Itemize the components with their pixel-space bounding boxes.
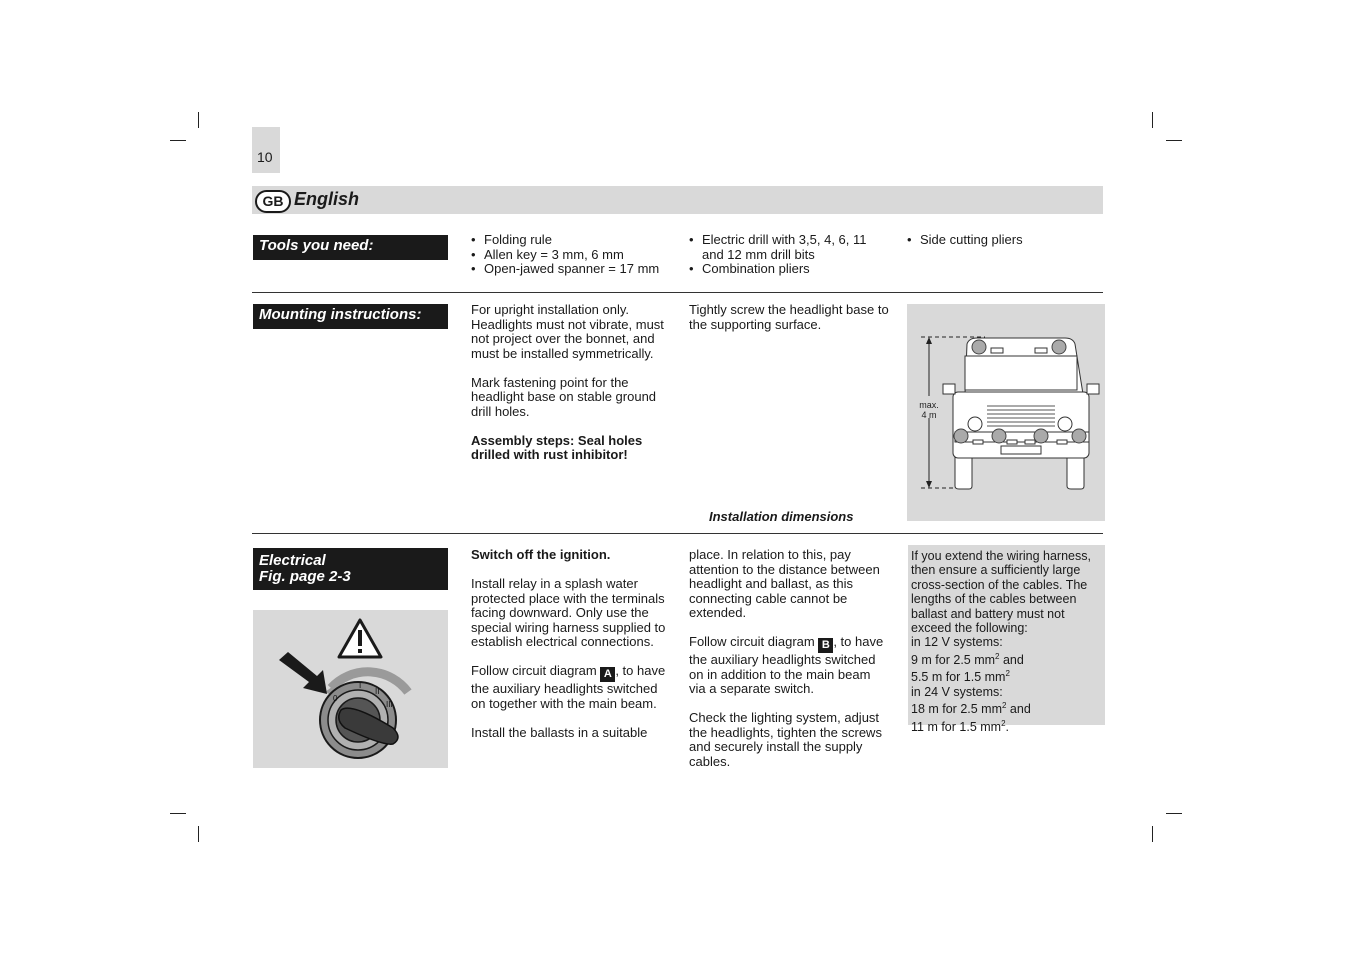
installation-figure [907,304,1105,521]
ignition-switch-icon [320,682,398,758]
electrical-paragraph: Follow circuit diagram A , to have the auxiliary headlights switched on together with the main beam. [471,663,666,711]
electrical-label [253,548,448,590]
mounting-label: Mounting instructions: [253,304,448,329]
electrical-label-line: Fig. page 2-3 [259,568,351,585]
tools-label: Tools you need: [253,235,448,260]
switch-mark: 0 [333,694,338,703]
electrical-text-col1 [471,548,671,740]
figure-caption: Installation dimensions [709,509,854,524]
crop-mark [170,140,186,141]
tool-list-item: • Open-jawed spanner = 17 mm [471,262,681,277]
crop-mark [1152,112,1153,128]
crop-mark [1166,140,1182,141]
tools-list-3 [907,233,1097,248]
mounting-warning: Assembly steps: Seal holes drilled with rust inhibitor! [471,432,643,462]
electrical-paragraph: Install the ballasts in a suitable [471,724,648,740]
mounting-paragraph: Tightly screw the headlight base to the supporting surface. [689,302,889,332]
dimension-label: 4 m [921,410,937,420]
diagram-badge-a: A [600,667,615,682]
tool-list-item: • Electric drill with 3,5, 4, 6, 11 and 12 mm drill bits [689,233,889,262]
diagram-badge-b: B [818,638,833,653]
crop-mark [170,813,186,814]
arrow-icon [279,652,327,694]
electrical-text-col2 [689,548,889,769]
page-number: 10 [257,149,273,165]
cable-note-text: If you extend the wiring harness, then ensure a sufficiently large cross-section of the cables. The lengths of the cables between ballast and battery must not exceed the following: in 12 V systems: 9 m for 2.5 $mm^2$ and 5.5 m for 1.5 $mm^2$ in 24 V systems: 18 m for 2.5 $mm^2$ and 11 m for 1.5 $mm^2$. [911,549,1091,735]
cable-note-box [908,545,1105,735]
ignition-figure [253,610,448,768]
section-divider [252,292,1103,293]
language-bar [252,186,1103,214]
tool-list-item: • Allen key = 3 mm, 6 mm [471,248,681,263]
electrical-heading: Switch off the ignition. [471,547,611,562]
switch-mark: II [375,687,380,696]
mounting-text-col2 [689,303,889,332]
tools-list-2 [689,233,889,277]
crop-mark [1166,813,1182,814]
electrical-paragraph: Follow circuit diagram B , to have the auxiliary headlights switched on in addition to the main beam via a separate switch. [689,634,884,696]
language-title: English [294,189,360,209]
electrical-label-line: Electrical [259,552,326,569]
vehicle-front-icon [907,304,1105,521]
mounting-paragraph: For upright installation only. Headlights must not vibrate, must not project over the bonnet, and must be installed symmetrically. [471,302,664,361]
dimension-label: max. [919,400,939,410]
electrical-paragraph: place. In relation to this, pay attention to the distance between headlight and ballast, as this connecting cable cannot be extended. [689,547,880,620]
tool-list-item: • Side cutting pliers [907,233,1097,248]
electrical-paragraph: Install relay in a splash water protected place with the terminals facing downward. Only use the special wiring harness supplied to establish electrical connections. [471,576,666,649]
language-code-badge: GB [255,190,291,213]
electrical-paragraph: Check the lighting system, adjust the headlights, tighten the screws and securely install the supply cables. [689,710,882,769]
crop-mark [198,826,199,842]
tools-list-1 [471,233,681,277]
mounting-text-col1 [471,303,671,463]
tool-list-item: • Combination pliers [689,262,889,277]
warning-triangle-icon [339,620,381,657]
crop-mark [1152,826,1153,842]
mounting-paragraph: Mark fastening point for the headlight base on stable ground drill holes. [471,374,657,419]
crop-mark [198,112,199,128]
section-divider [252,533,1103,534]
switch-mark: I [359,681,362,690]
tool-list-item: • Folding rule [471,233,681,248]
switch-mark: III [386,700,393,709]
